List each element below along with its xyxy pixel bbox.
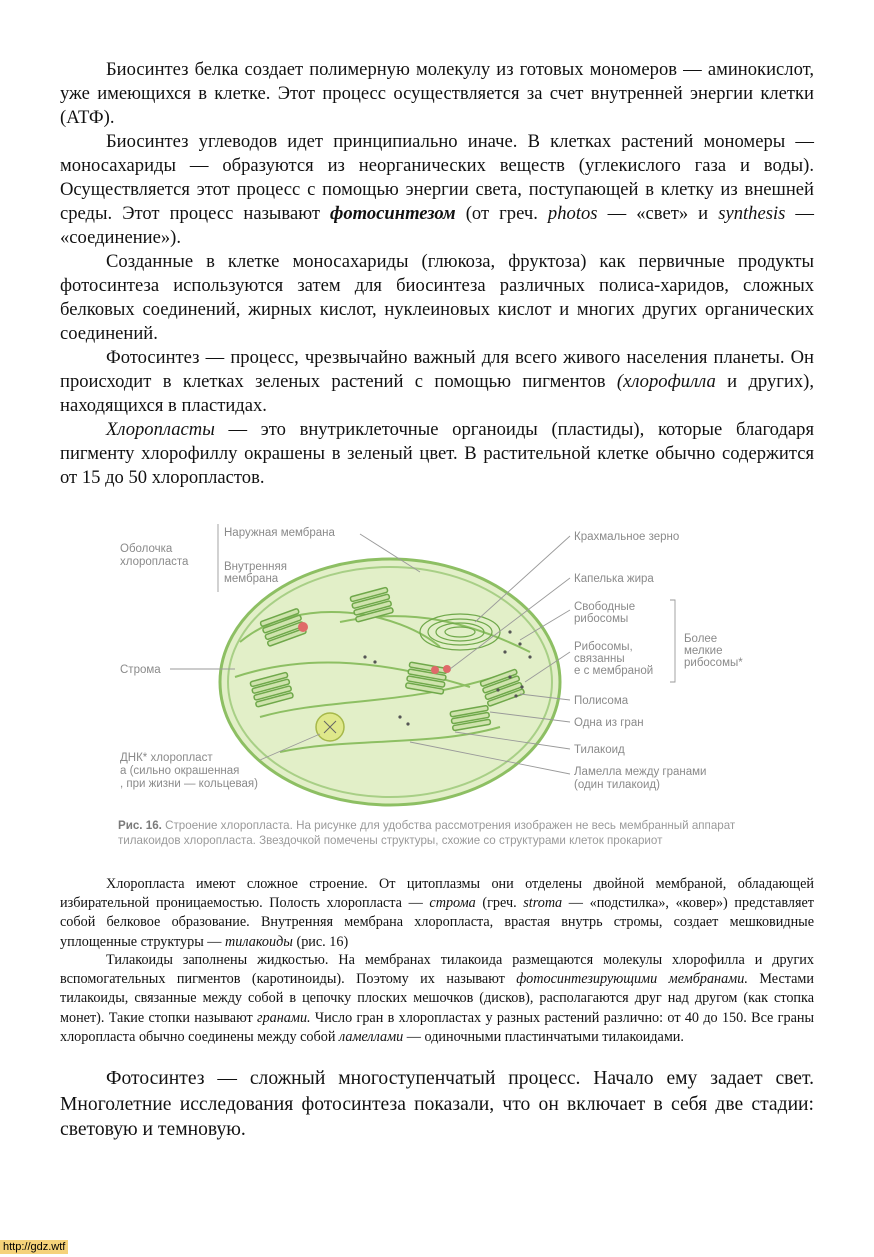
text-segment: Хлоропласта имеют сложное строение. От цитоплазмы они отделены двойной мембраной, обладающей избирательной проницаемостью. Полость хлоропласта — xyxy=(60,876,814,912)
text-segment: — это внутриклеточные органоиды (пластиды), которые благодаря пигменту хлорофиллу окрашены в зеленый цвет. В растительной клетке обычно содержится от 15 до 50 хлоропластов. xyxy=(60,419,814,488)
text-segment: stroma xyxy=(523,895,563,912)
text-segment: фотосинтезом xyxy=(330,203,456,224)
text-segment: — «свет» и xyxy=(597,203,719,224)
label-lamella: Ламелла между гранами (один тилакоид) xyxy=(574,766,707,791)
label-dna: ДНК* хлоропласт а (сильно окрашенная , при жизни — кольцевая) xyxy=(120,752,258,790)
paragraph xyxy=(60,418,814,490)
text-segment: Хлоропласты xyxy=(106,419,215,440)
text-segment: ламеллами xyxy=(338,1028,404,1045)
label-starch: Крахмальное зерно xyxy=(574,531,680,543)
paragraph-final: Фотосинтез — сложный многоступенчатый процесс. Начало ему задает свет. Многолетние исследования фотосинтеза показали, что он включает в себя две стадии: световую и темновую. xyxy=(60,1068,814,1140)
caption-number: Рис. 16. xyxy=(118,819,162,832)
text-segment: Тилакоиды заполнены жидкостью. На мембранах тилакоида размещаются молекулы хлорофилла и других вспомогательных пигментов (каротиноиды). Поэтому их называют xyxy=(60,952,814,988)
text-segment: synthesis xyxy=(718,203,786,224)
text-segment: строма xyxy=(429,895,476,912)
text-segment: фотосинтезирующими мембранами. xyxy=(516,971,748,988)
text-segment: photos xyxy=(547,203,598,224)
paragraph xyxy=(60,130,814,250)
text-segment: Число гран в хлоропластах у разных растений различно: от 40 до 150. Все граны хлоропласта обычно соединены между собой xyxy=(60,1009,814,1045)
paragraph xyxy=(60,58,814,130)
paragraph-small xyxy=(60,951,814,1047)
label-stroma: Строма xyxy=(120,664,161,676)
paragraph xyxy=(60,250,814,346)
label-outer-membrane: Наружная мембрана xyxy=(224,527,335,539)
main-text xyxy=(60,58,814,490)
text-segment: (греч. xyxy=(475,895,524,912)
footer-link[interactable]: http://gdz.wtf xyxy=(0,1240,68,1254)
text-segment: и других), находящихся в пластидах. xyxy=(60,371,814,416)
label-polysome: Полисома xyxy=(574,695,629,707)
text-segment: Биосинтез углеводов идет принципиально иначе. В клетках растений мономеры — моносахариды — образуются из неорганических веществ (углекислого газа и воды). Осуществляется этот процесс с помощью энергии света, поступающей в клетку из внешней среды. Этот процесс называют xyxy=(60,131,814,224)
text-segment: Созданные в клетке моносахариды (глюкоза, фруктоза) как первичные продукты фотосинтеза используются затем для биосинтеза различных полиса-харидов, сложных белковых соединений, жирных кислот, нуклеиновых кислот и многих других органических соединений. xyxy=(60,251,814,344)
text-segment: (от греч. xyxy=(455,203,548,224)
text-segment: (хлорофилла xyxy=(616,371,716,392)
label-fat: Капелька жира xyxy=(574,573,654,585)
text-segment: (рис. 16) xyxy=(292,933,349,950)
label-bound-ribosomes: Рибосомы, связанны е с мембраной xyxy=(574,641,654,677)
text-segment: Фотосинтез — процесс, чрезвычайно важный для всего живого населения планеты. Он происходит в клетках зеленых растений с помощью пигментов xyxy=(60,347,814,392)
text-segment: — «соединение»). xyxy=(60,203,814,248)
text-segment: Местами тилакоиды, связанные между собой в цепочку плоских мешочков (дисков), располагаются друг над другом (как стопка монет). Такие стопки называют xyxy=(60,971,814,1026)
label-free-ribosomes: Свободные рибосомы xyxy=(574,601,636,625)
paragraph xyxy=(60,346,814,418)
label-shell: Оболочка хлоропласта xyxy=(120,543,189,568)
label-inner-membrane: Внутренняя мембрана xyxy=(224,561,287,585)
text-segment: — «подстилка», «ковер») представляет собой белковое образование. Внутренняя мембрана хлоропласта, врастая внутрь стромы, создает мешковидные уплощенные структуры — xyxy=(60,895,814,950)
caption-text: Строение хлоропласта. На рисунке для удобства рассмотрения изображен не весь мембранный аппарат тилакоидов хлоропласта. Звездочкой помечены структуры, схожие со структурами клеток прокариот xyxy=(118,819,736,847)
text-segment: гранами. xyxy=(257,1009,311,1026)
text-segment: тилакоиды xyxy=(225,933,293,950)
figure-caption xyxy=(118,818,768,848)
label-small-ribosomes: Более мелкие рибосомы* xyxy=(684,633,743,669)
label-grana: Одна из гран xyxy=(574,717,644,729)
text-segment: — одиночными пластинчатыми тилакоидами. xyxy=(403,1028,684,1045)
paragraph-small xyxy=(60,875,814,952)
label-thylakoid: Тилакоид xyxy=(574,744,625,756)
text-segment: Биосинтез белка создает полимерную молекулу из готовых мономеров — аминокислот, уже имеющихся в клетке. Этот процесс осуществляется за счет внутренней энергии клетки (АТФ). xyxy=(60,59,814,128)
